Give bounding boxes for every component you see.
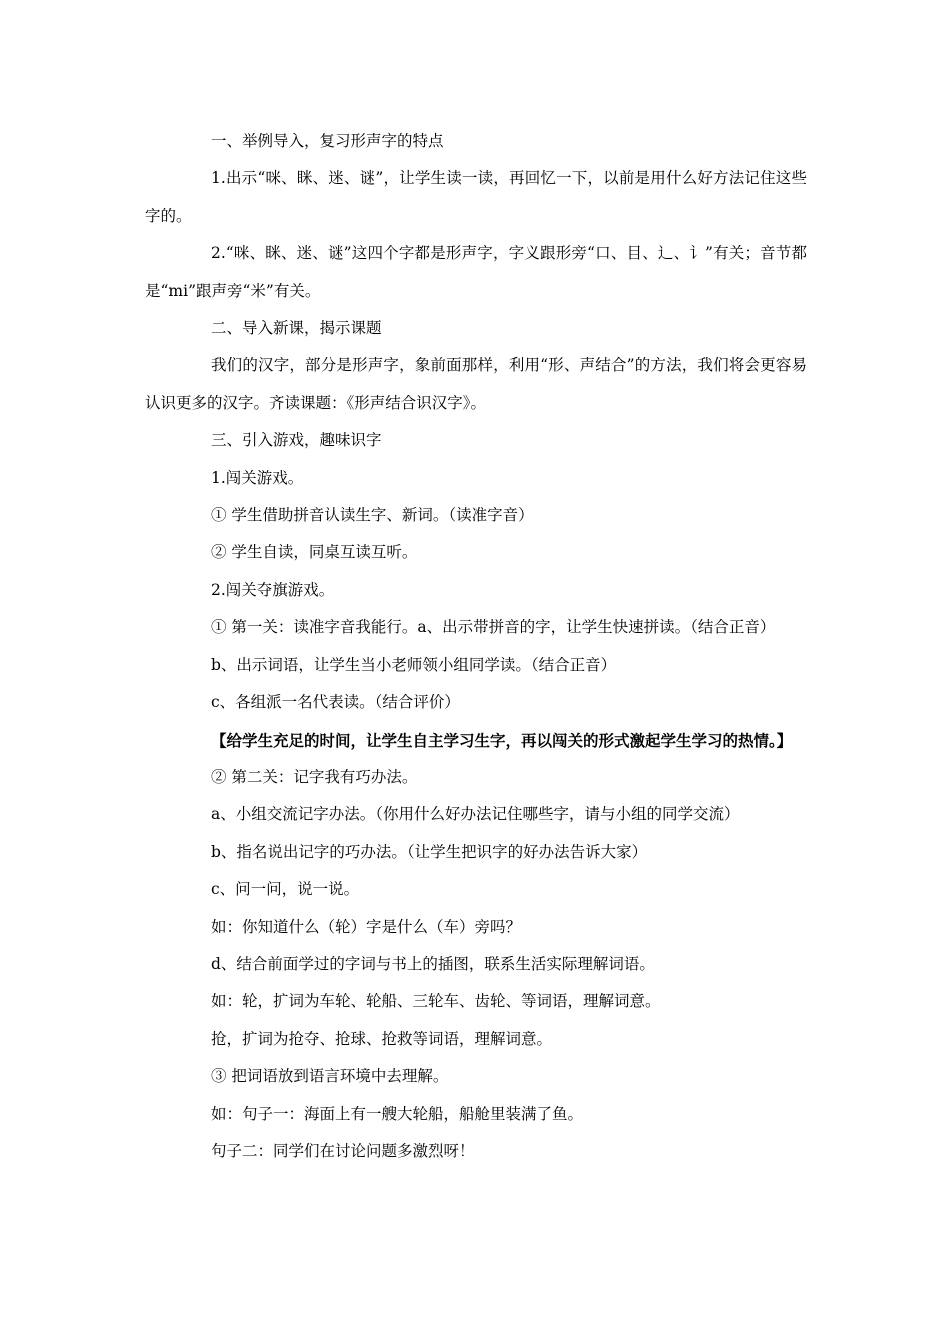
document-body [145,123,807,1170]
paragraph: 1.闯关游戏。 [211,468,304,487]
section-heading-3: 三、引入游戏，趣味识字 [211,431,382,450]
paragraph: 2.闯关夺旗游戏。 [211,580,335,599]
paragraph: 如：轮，扩词为车轮、轮船、三轮车、齿轮、等词语，理解词意。 [211,992,661,1011]
paragraph: 如：句子一：海面上有一艘大轮船，船舱里装满了鱼。 [211,1104,584,1123]
paragraph: ① 第一关：读准字音我能行。a、出示带拼音的字，让学生快速拼读。（结合正音） [211,618,776,637]
section-heading-1: 一、举例导入，复习形声字的特点 [211,132,444,150]
paragraph: ① 学生借助拼音认读生字、新词。（读准字音） [211,506,534,525]
paragraph: ② 第二关：记字我有巧办法。 [211,767,418,786]
paragraph: ③ 把词语放到语言环境中去理解。 [211,1067,449,1086]
paragraph: c、问一问，说一说。 [211,880,360,899]
paragraph: 2.“咪、眯、迷、谜”这四个字都是形声字，字义跟形旁“口、目、辶、讠”有关；音节都是“mi”跟声旁“米”有关。 [145,244,807,300]
paragraph: b、指名说出记字的巧办法。（让学生把识字的好办法告诉大家） [211,842,648,861]
paragraph: 我们的汉字，部分是形声字，象前面那样，利用“形、声结合”的方法，我们将会更容易认识更多的汉字。齐读课题：《形声结合识汉字》。 [145,356,807,412]
paragraph: 句子二：同学们在讨论问题多激烈呀！ [211,1141,475,1160]
paragraph: 如：你知道什么（轮）字是什么（车）旁吗？ [211,917,522,936]
paragraph: a、小组交流记字办法。（你用什么好办法记住哪些字，请与小组的同学交流） [211,805,740,824]
paragraph: d、结合前面学过的字词与书上的插图，联系生活实际理解词语。 [211,954,655,973]
paragraph: c、各组派一名代表读。（结合评价） [211,693,460,712]
paragraph: b、出示词语，让学生当小老师领小组同学读。（结合正音） [211,655,617,674]
paragraph: 1.出示“咪、眯、迷、谜”，让学生读一读，再回忆一下，以前是用什么好方法记住这些字的。 [145,169,807,225]
paragraph: 抢，扩词为抢夺、抢球、抢救等词语，理解词意。 [211,1029,553,1048]
teaching-note: 【给学生充足的时间，让学生自主学习生字，再以闯关的形式激起学生学习的热情。】 [211,730,793,750]
paragraph: ② 学生自读，同桌互读互听。 [211,543,418,562]
section-heading-2: 二、导入新课，揭示课题 [211,319,382,338]
